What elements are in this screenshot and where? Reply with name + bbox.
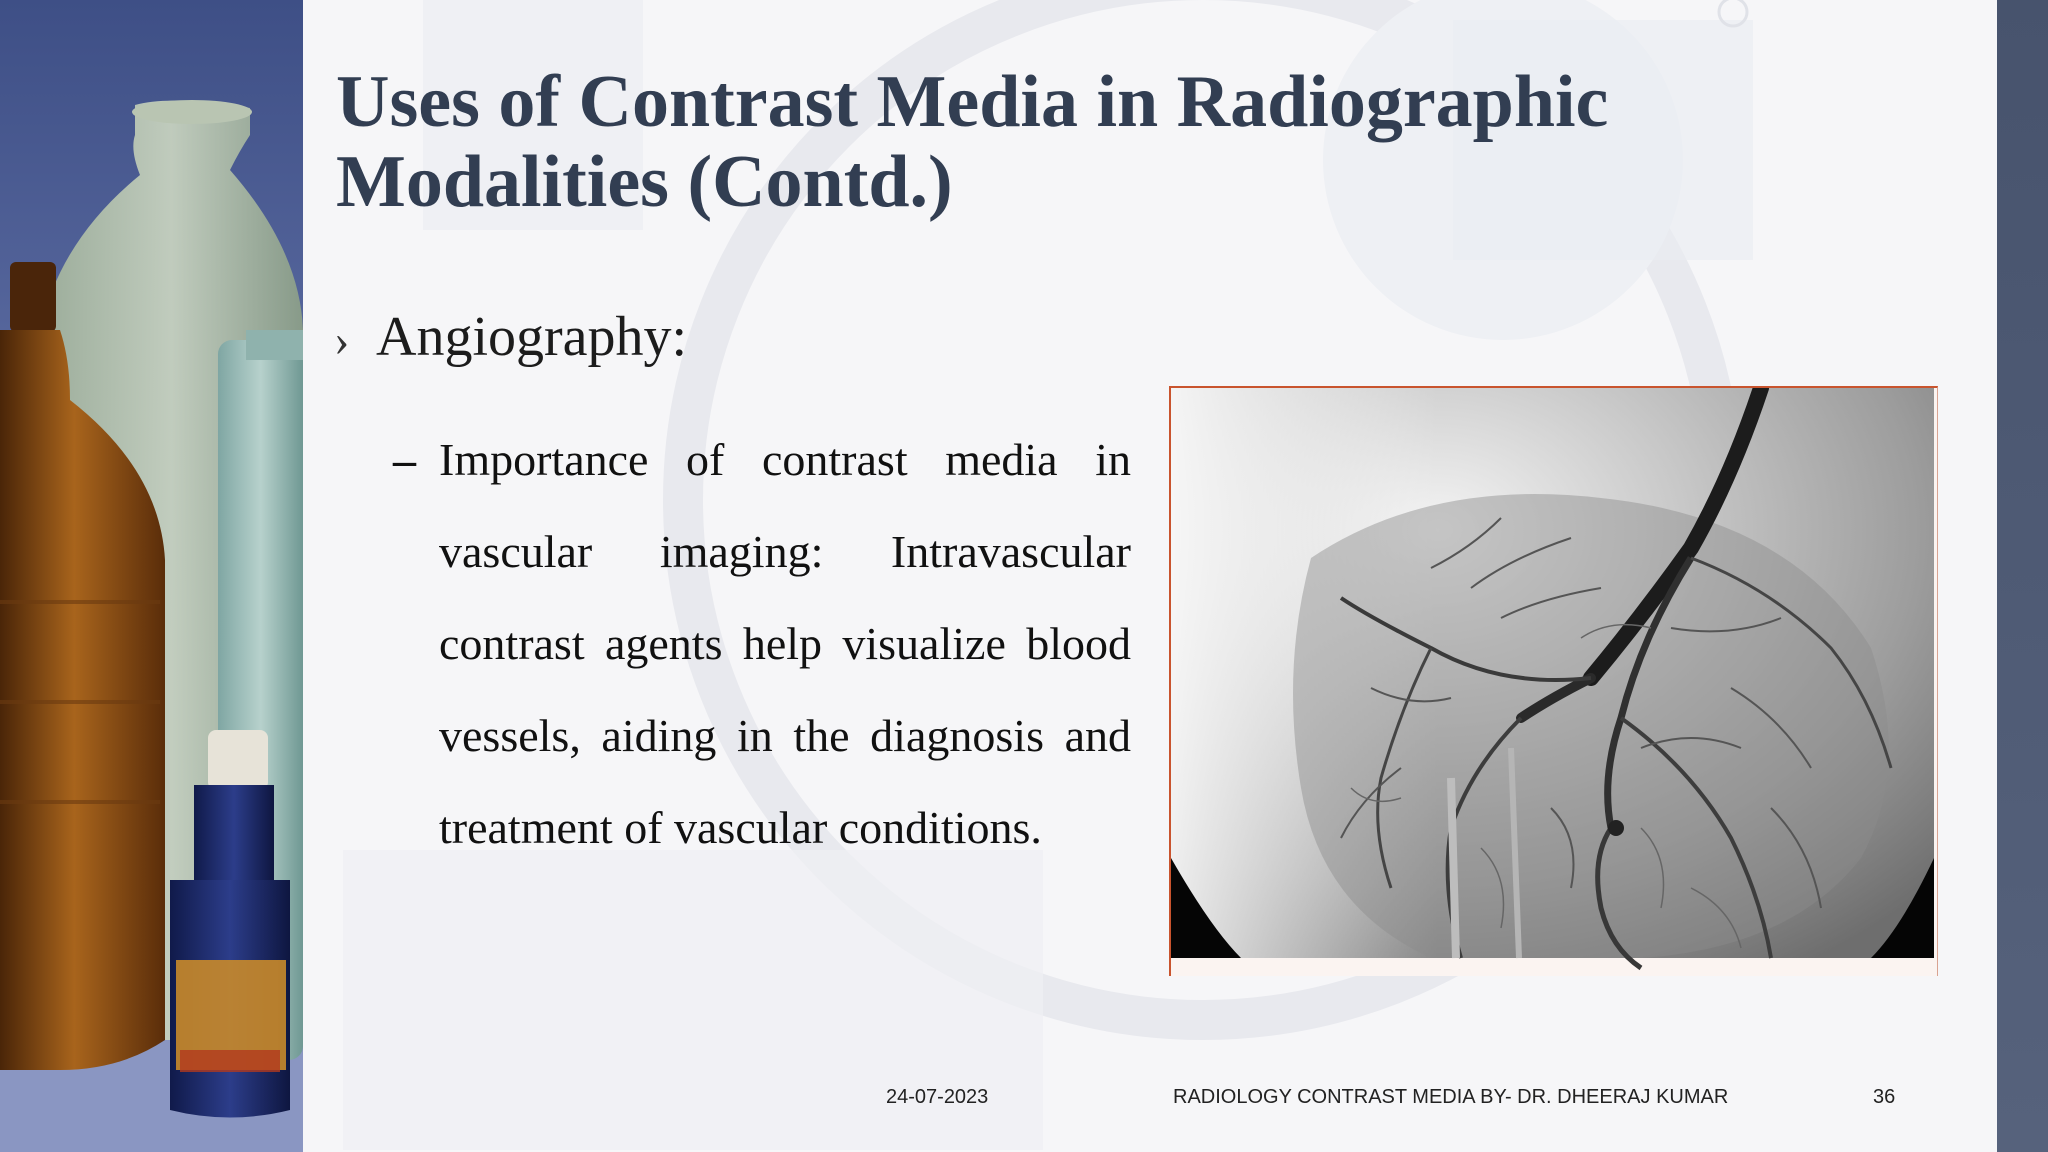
slide-title-line-1: Uses of Contrast Media in Radiographic [336, 61, 1609, 143]
angiography-image [1169, 386, 1938, 976]
footer-title: RADIOLOGY CONTRAST MEDIA BY- DR. DHEERAJ KUMAR [1173, 1086, 1729, 1108]
sub-bullet [393, 414, 1131, 874]
slide-title-line-2: Modalities (Contd.) [336, 141, 953, 223]
medicine-bottles-photo [0, 0, 303, 1152]
sub-bullet-text: Importance of contrast media in vascular imaging: Intravascular contrast agents help visualize blood vessels, aiding in the diagnosis and treatment of vascular conditions. [439, 434, 1131, 853]
slide-title [336, 62, 1736, 222]
bullet-label: Angiography: [376, 306, 688, 368]
dash-marker: – [393, 434, 416, 485]
footer-date: 24-07-2023 [886, 1086, 989, 1108]
page-number: 36 [1873, 1086, 1896, 1108]
bullet-angiography [334, 302, 687, 375]
right-accent-strip [1997, 0, 2048, 1152]
bullet-arrow-icon: › [334, 314, 350, 365]
